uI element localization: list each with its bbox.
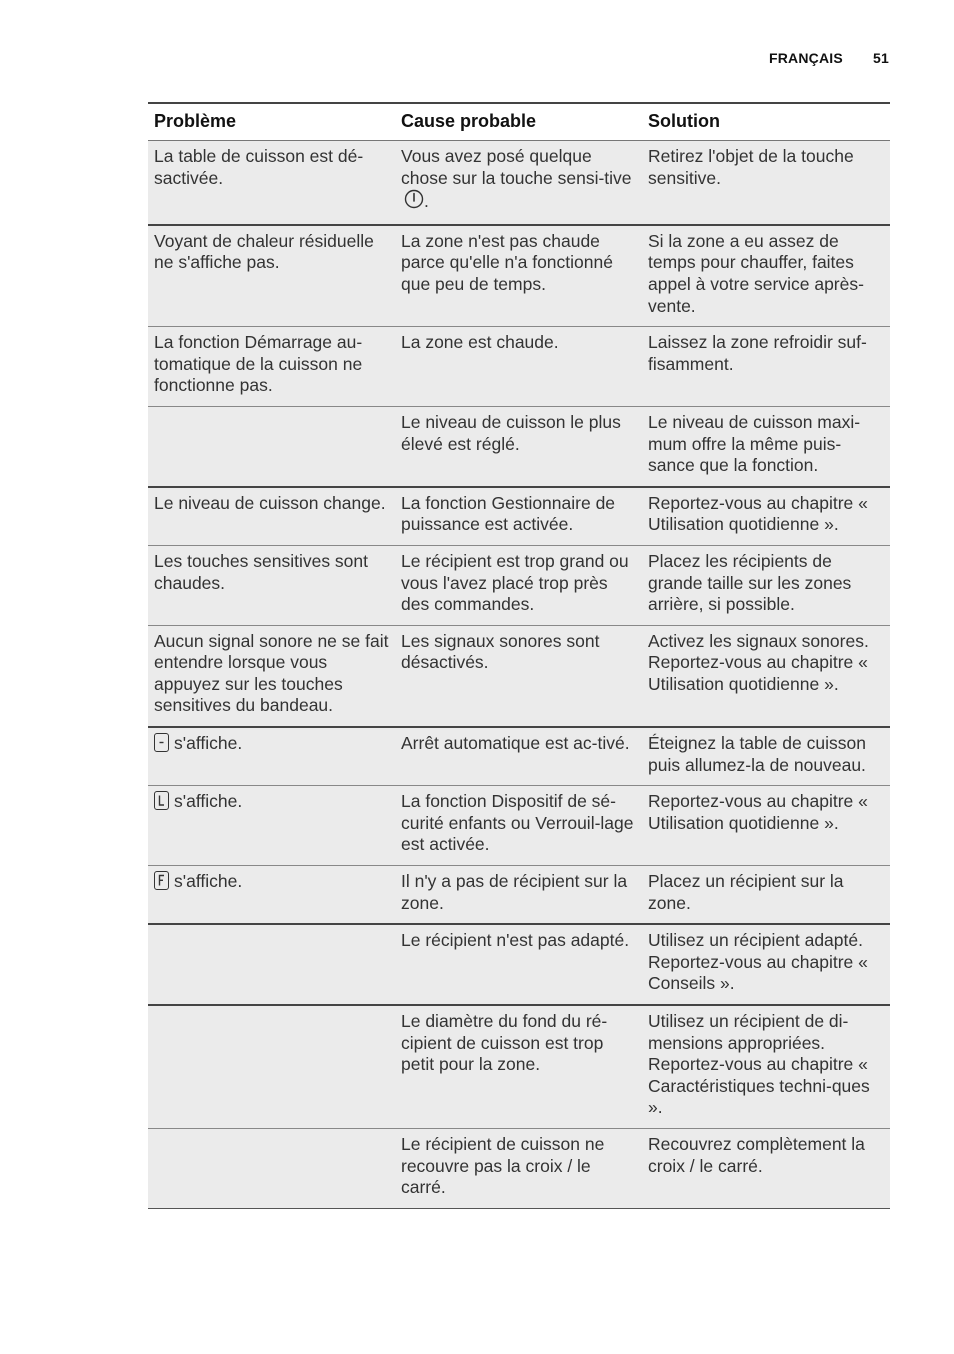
column-header-cause: Cause probable — [395, 103, 642, 141]
cell-problem: Les touches sensitives sont chaudes. — [148, 545, 395, 625]
table-row — [148, 406, 890, 486]
cell-problem-text: s'affiche. — [174, 871, 243, 892]
header-language: FRANÇAIS — [768, 50, 843, 66]
table-row — [148, 545, 890, 625]
cell-problem: La fonction Démarrage au-tomatique de la cuisson ne fonctionne pas. — [148, 327, 395, 407]
cell-cause: Les signaux sonores sont désactivés. — [395, 625, 642, 727]
cell-solution: Placez un récipient sur la zone. — [642, 866, 890, 925]
table-row — [148, 727, 890, 786]
cell-cause — [395, 141, 642, 225]
cell-cause-suffix: . — [424, 191, 429, 212]
cell-solution: Activez les signaux sonores. Reportez-vous au chapitre « Utilisation quotidienne ». — [642, 625, 890, 727]
table-row — [148, 866, 890, 925]
column-header-solution: Solution — [642, 103, 890, 141]
cell-problem — [148, 786, 395, 866]
cell-solution: Retirez l'objet de la touche sensitive. — [642, 141, 890, 225]
cell-problem: Le niveau de cuisson change. — [148, 487, 395, 546]
cell-cause: La zone est chaude. — [395, 327, 642, 407]
table-header-row — [148, 103, 890, 141]
cell-cause: Le récipient est trop grand ou vous l'avez placé trop près des commandes. — [395, 545, 642, 625]
on-off-power-icon — [404, 189, 424, 215]
table-row — [148, 141, 890, 225]
cell-cause: Arrêt automatique est ac-tivé. — [395, 727, 642, 786]
cell-solution: Laissez la zone refroidir suf-fisamment. — [642, 327, 890, 407]
cell-solution: Recouvrez complètement la croix / le carré. — [642, 1128, 890, 1208]
cell-solution: Utilisez un récipient de di-mensions appropriées. Reportez-vous au chapitre « Caractéristiques techni-ques ». — [642, 1005, 890, 1128]
cell-solution: Reportez-vous au chapitre « Utilisation quotidienne ». — [642, 487, 890, 546]
table-row — [148, 1128, 890, 1208]
cell-cause: La fonction Dispositif de sé-curité enfants ou Verrouil-lage est activée. — [395, 786, 642, 866]
cell-problem — [148, 924, 395, 1005]
cell-solution: Si la zone a eu assez de temps pour chauffer, faites appel à votre service après-vente. — [642, 225, 890, 327]
cell-problem — [148, 1128, 395, 1208]
cell-solution: Utilisez un récipient adapté. Reportez-vous au chapitre « Conseils ». — [642, 924, 890, 1005]
table-row — [148, 487, 890, 546]
column-header-problem: Problème — [148, 103, 395, 141]
cell-problem — [148, 1005, 395, 1128]
cell-cause: La zone n'est pas chaude parce qu'elle n'a fonctionné que peu de temps. — [395, 225, 642, 327]
cell-problem — [148, 406, 395, 486]
cell-problem: Aucun signal sonore ne se fait entendre lorsque vous appuyez sur les touches sensitives du bandeau. — [148, 625, 395, 727]
cell-cause: Le récipient n'est pas adapté. — [395, 924, 642, 1005]
troubleshooting-table — [148, 102, 890, 1209]
table-row — [148, 327, 890, 407]
cell-problem — [148, 866, 395, 925]
cell-problem — [148, 727, 395, 786]
cell-cause: Le niveau de cuisson le plus élevé est réglé. — [395, 406, 642, 486]
cell-solution: Le niveau de cuisson maxi-mum offre la même puis-sance que la fonction. — [642, 406, 890, 486]
table-row — [148, 786, 890, 866]
cell-problem-text: s'affiche. — [174, 733, 243, 754]
cell-solution: Placez les récipients de grande taille sur les zones arrière, si possible. — [642, 545, 890, 625]
page-number: 51 — [873, 50, 889, 66]
display-dash-symbol-icon — [154, 733, 169, 752]
cell-solution: Reportez-vous au chapitre « Utilisation quotidienne ». — [642, 786, 890, 866]
cell-problem: La table de cuisson est dé-sactivée. — [148, 141, 395, 225]
page-header — [769, 50, 889, 66]
table-row — [148, 625, 890, 727]
cell-cause: Le récipient de cuisson ne recouvre pas la croix / le carré. — [395, 1128, 642, 1208]
cell-cause: Le diamètre du fond du ré-cipient de cuisson est trop petit pour la zone. — [395, 1005, 642, 1128]
display-L-symbol-icon — [154, 791, 169, 810]
cell-cause: Il n'y a pas de récipient sur la zone. — [395, 866, 642, 925]
table-row — [148, 924, 890, 1005]
cell-cause-text: Vous avez posé quelque chose sur la touche sensi-tive — [401, 146, 632, 188]
cell-problem: Voyant de chaleur résiduelle ne s'affiche pas. — [148, 225, 395, 327]
display-F-symbol-icon — [154, 871, 169, 890]
cell-solution: Éteignez la table de cuisson puis allumez-la de nouveau. — [642, 727, 890, 786]
table-row — [148, 1005, 890, 1128]
cell-cause: La fonction Gestionnaire de puissance est activée. — [395, 487, 642, 546]
table-row — [148, 225, 890, 327]
cell-problem-text: s'affiche. — [174, 791, 243, 812]
